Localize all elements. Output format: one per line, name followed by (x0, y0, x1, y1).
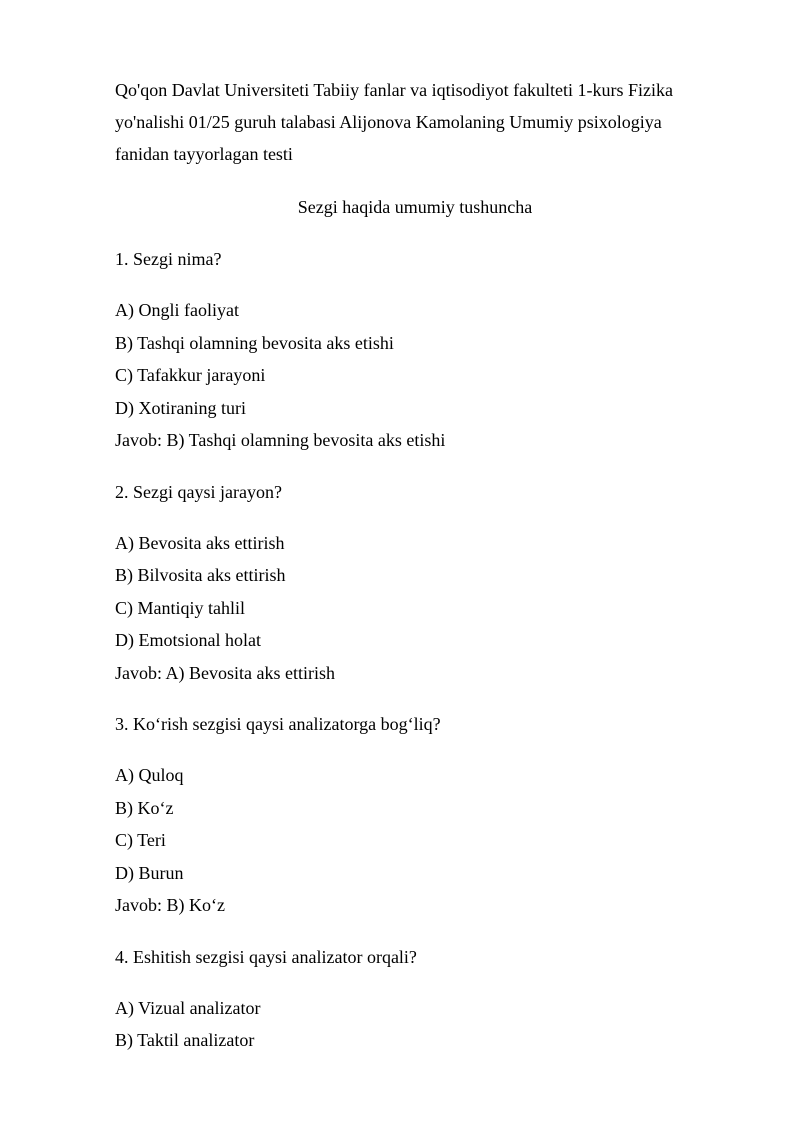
option-c: C) Teri (115, 830, 166, 850)
section-heading: Sezgi haqida umumiy tushuncha (297, 197, 533, 217)
question-title: 1. Sezgi nima? (115, 249, 222, 269)
document-page (115, 74, 715, 1057)
option-d: D) Burun (115, 862, 184, 883)
answer-line: Javob: B) Ko‘z (115, 895, 225, 915)
option-b: B) Tashqi olamning bevosita aks etishi (115, 332, 394, 353)
answer-line: Javob: A) Bevosita aks ettirish (115, 662, 335, 683)
option-a: A) Quloq (115, 765, 184, 785)
option-b: B) Bilvosita aks ettirish (115, 565, 286, 585)
question-2 (115, 476, 715, 690)
option-d: D) Xotiraning turi (115, 397, 246, 418)
question-title: 3. Ko‘rish sezgisi qaysi analizatorga bog‘liq? (115, 714, 441, 734)
option-a: A) Bevosita aks ettirish (115, 532, 285, 553)
question-4 (115, 941, 715, 1057)
option-d: D) Emotsional holat (115, 630, 261, 650)
question-title: 4. Eshitish sezgisi qaysi analizator orqali? (115, 946, 417, 967)
option-b: B) Ko‘z (115, 797, 174, 818)
option-c: C) Tafakkur jarayoni (115, 365, 266, 385)
option-b: B) Taktil analizator (115, 1030, 255, 1050)
question-title: 2. Sezgi qaysi jarayon? (115, 481, 282, 502)
answer-line: Javob: B) Tashqi olamning bevosita aks etishi (115, 430, 446, 450)
option-c: C) Mantiqiy tahlil (115, 597, 245, 618)
option-a: A) Ongli faoliyat (115, 300, 239, 320)
question-list (115, 243, 715, 1057)
option-a: A) Vizual analizator (115, 997, 261, 1018)
question-3 (115, 708, 715, 922)
intro-paragraph: Qo'qon Davlat Universiteti Tabiiy fanlar va iqtisodiyot fakulteti 1-kurs Fizika yo'nalishi 01/25 guruh talabasi Alijonova Kamolaning Umumiy psixologiya fanidan tayyorlagan testi (115, 80, 674, 164)
question-1 (115, 243, 715, 457)
